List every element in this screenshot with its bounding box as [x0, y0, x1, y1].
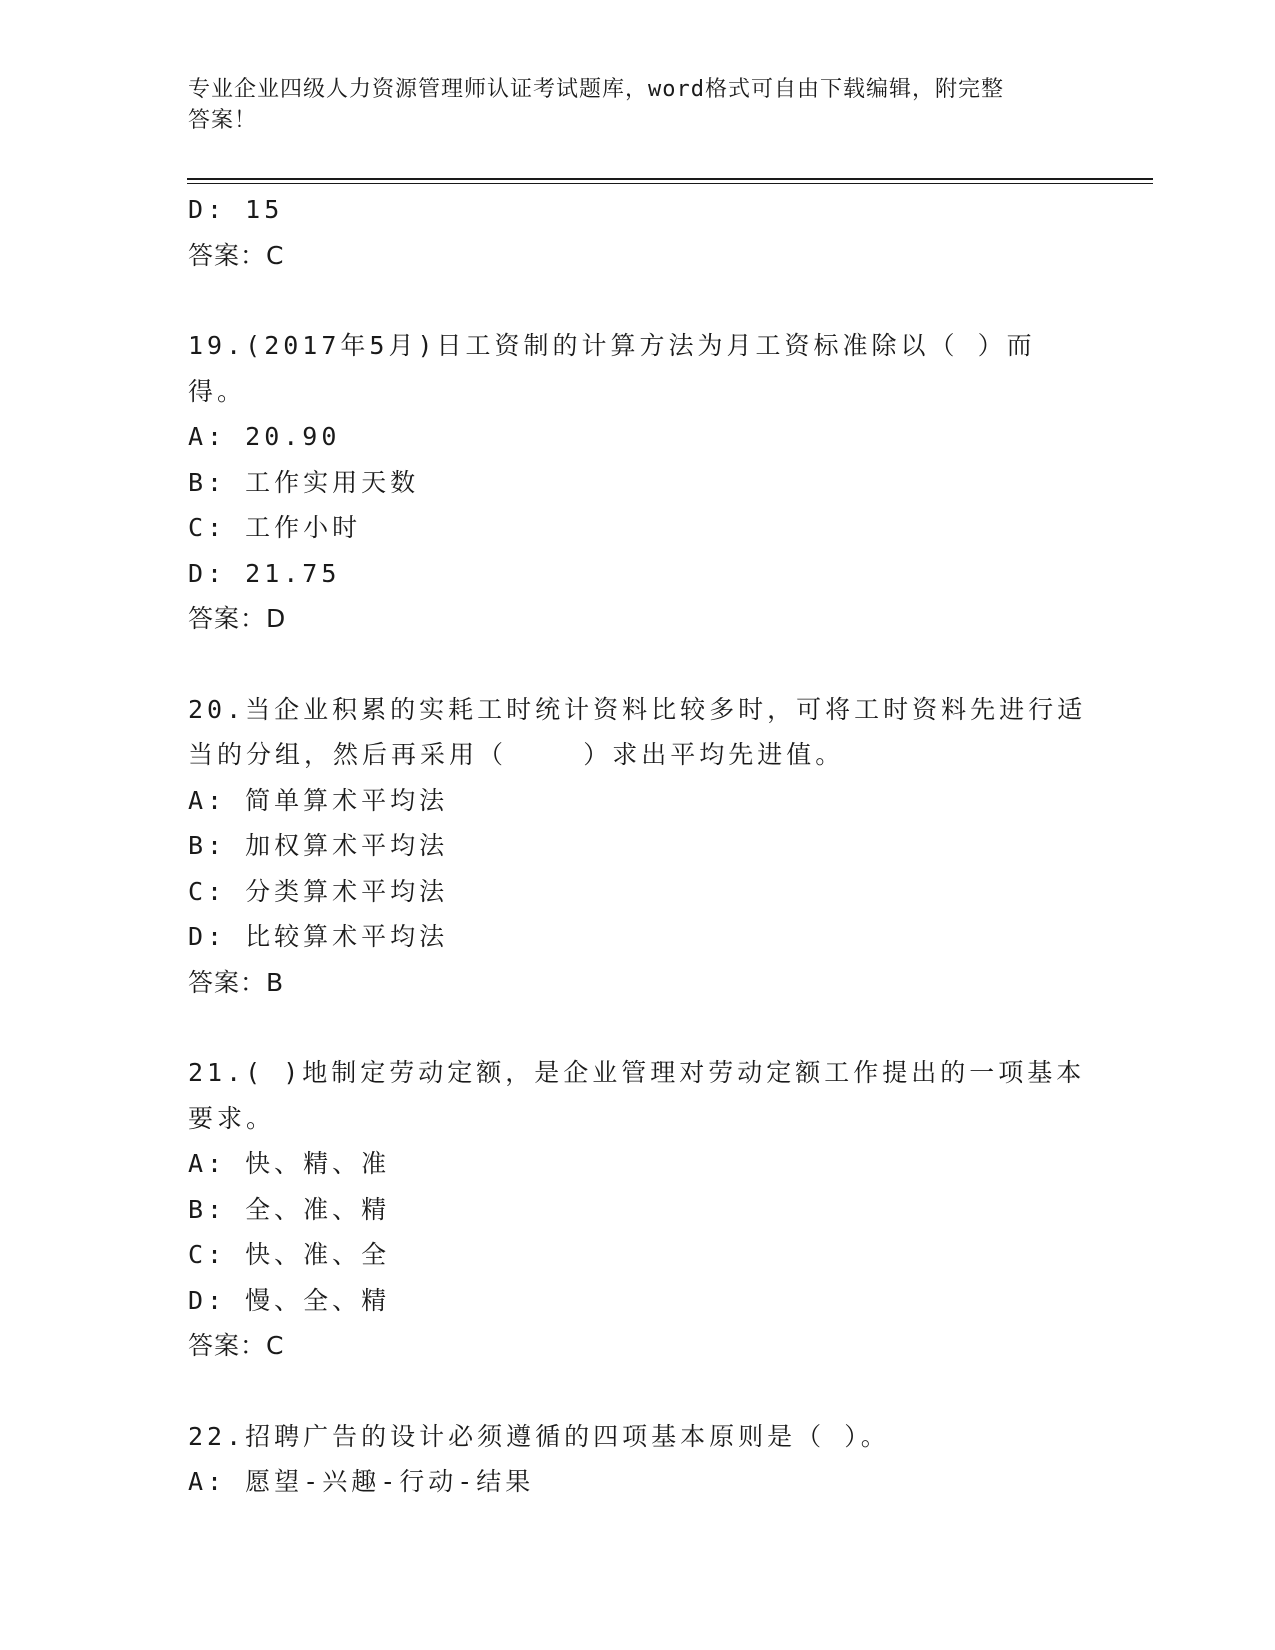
- option-c: C: 快、准、全: [188, 1240, 391, 1269]
- question-19: [188, 323, 1088, 642]
- option-c: C: 分类算术平均法: [188, 876, 449, 906]
- answer-label: 答案：C: [188, 1331, 285, 1360]
- answer-label: 答案：B: [188, 967, 285, 997]
- question-stem-continued: 要求。: [188, 1103, 276, 1133]
- header-line-1: 专业企业四级人力资源管理师认证考试题库，word格式可自由下载编辑，附完整: [188, 77, 1004, 102]
- question-20: [188, 687, 1088, 1006]
- option-a: A: 快、精、准: [188, 1149, 391, 1178]
- question-stem: 20.当企业积累的实耗工时统计资料比较多时，可将工时资料先进行适: [188, 694, 1087, 724]
- question-stem: 21.( )地制定劳动定额，是企业管理对劳动定额工作提出的一项基本: [188, 1058, 1086, 1087]
- answer-label: 答案：C: [188, 240, 285, 270]
- question-list: [188, 187, 1088, 1505]
- question-21: [188, 1050, 1088, 1369]
- question-22: [188, 1414, 1088, 1505]
- option-d: D: 15: [188, 195, 284, 224]
- answer-label: 答案：D: [188, 604, 287, 633]
- header-rule-thick: [187, 178, 1153, 180]
- option-b: B: 加权算术平均法: [188, 831, 449, 860]
- option-b: B: 全、准、精: [188, 1194, 391, 1224]
- option-a: A: 简单算术平均法: [188, 785, 449, 815]
- document-header: [188, 74, 1068, 136]
- option-d: D: 21.75: [188, 558, 341, 588]
- header-line-2: 答案！: [188, 108, 258, 133]
- header-rule-thin: [187, 183, 1153, 184]
- option-c: C: 工作小时: [188, 513, 362, 542]
- question-stem: 19.(2017年5月)日工资制的计算方法为月工资标准除以（ ）而得。: [188, 331, 1036, 406]
- question-stem: 22.招聘广告的设计必须遵循的四项基本原则是（ ）。: [188, 1421, 890, 1451]
- option-b: B: 工作实用天数: [188, 467, 420, 497]
- question-stem-continued: 当的分组，然后再采用（ ）求出平均先进值。: [188, 740, 845, 769]
- option-d: D: 比较算术平均法: [188, 922, 449, 951]
- option-a: A: 20.90: [188, 422, 341, 451]
- option-a: A: 愿望-兴趣-行动-结果: [188, 1467, 535, 1496]
- option-d: D: 慢、全、精: [188, 1285, 391, 1315]
